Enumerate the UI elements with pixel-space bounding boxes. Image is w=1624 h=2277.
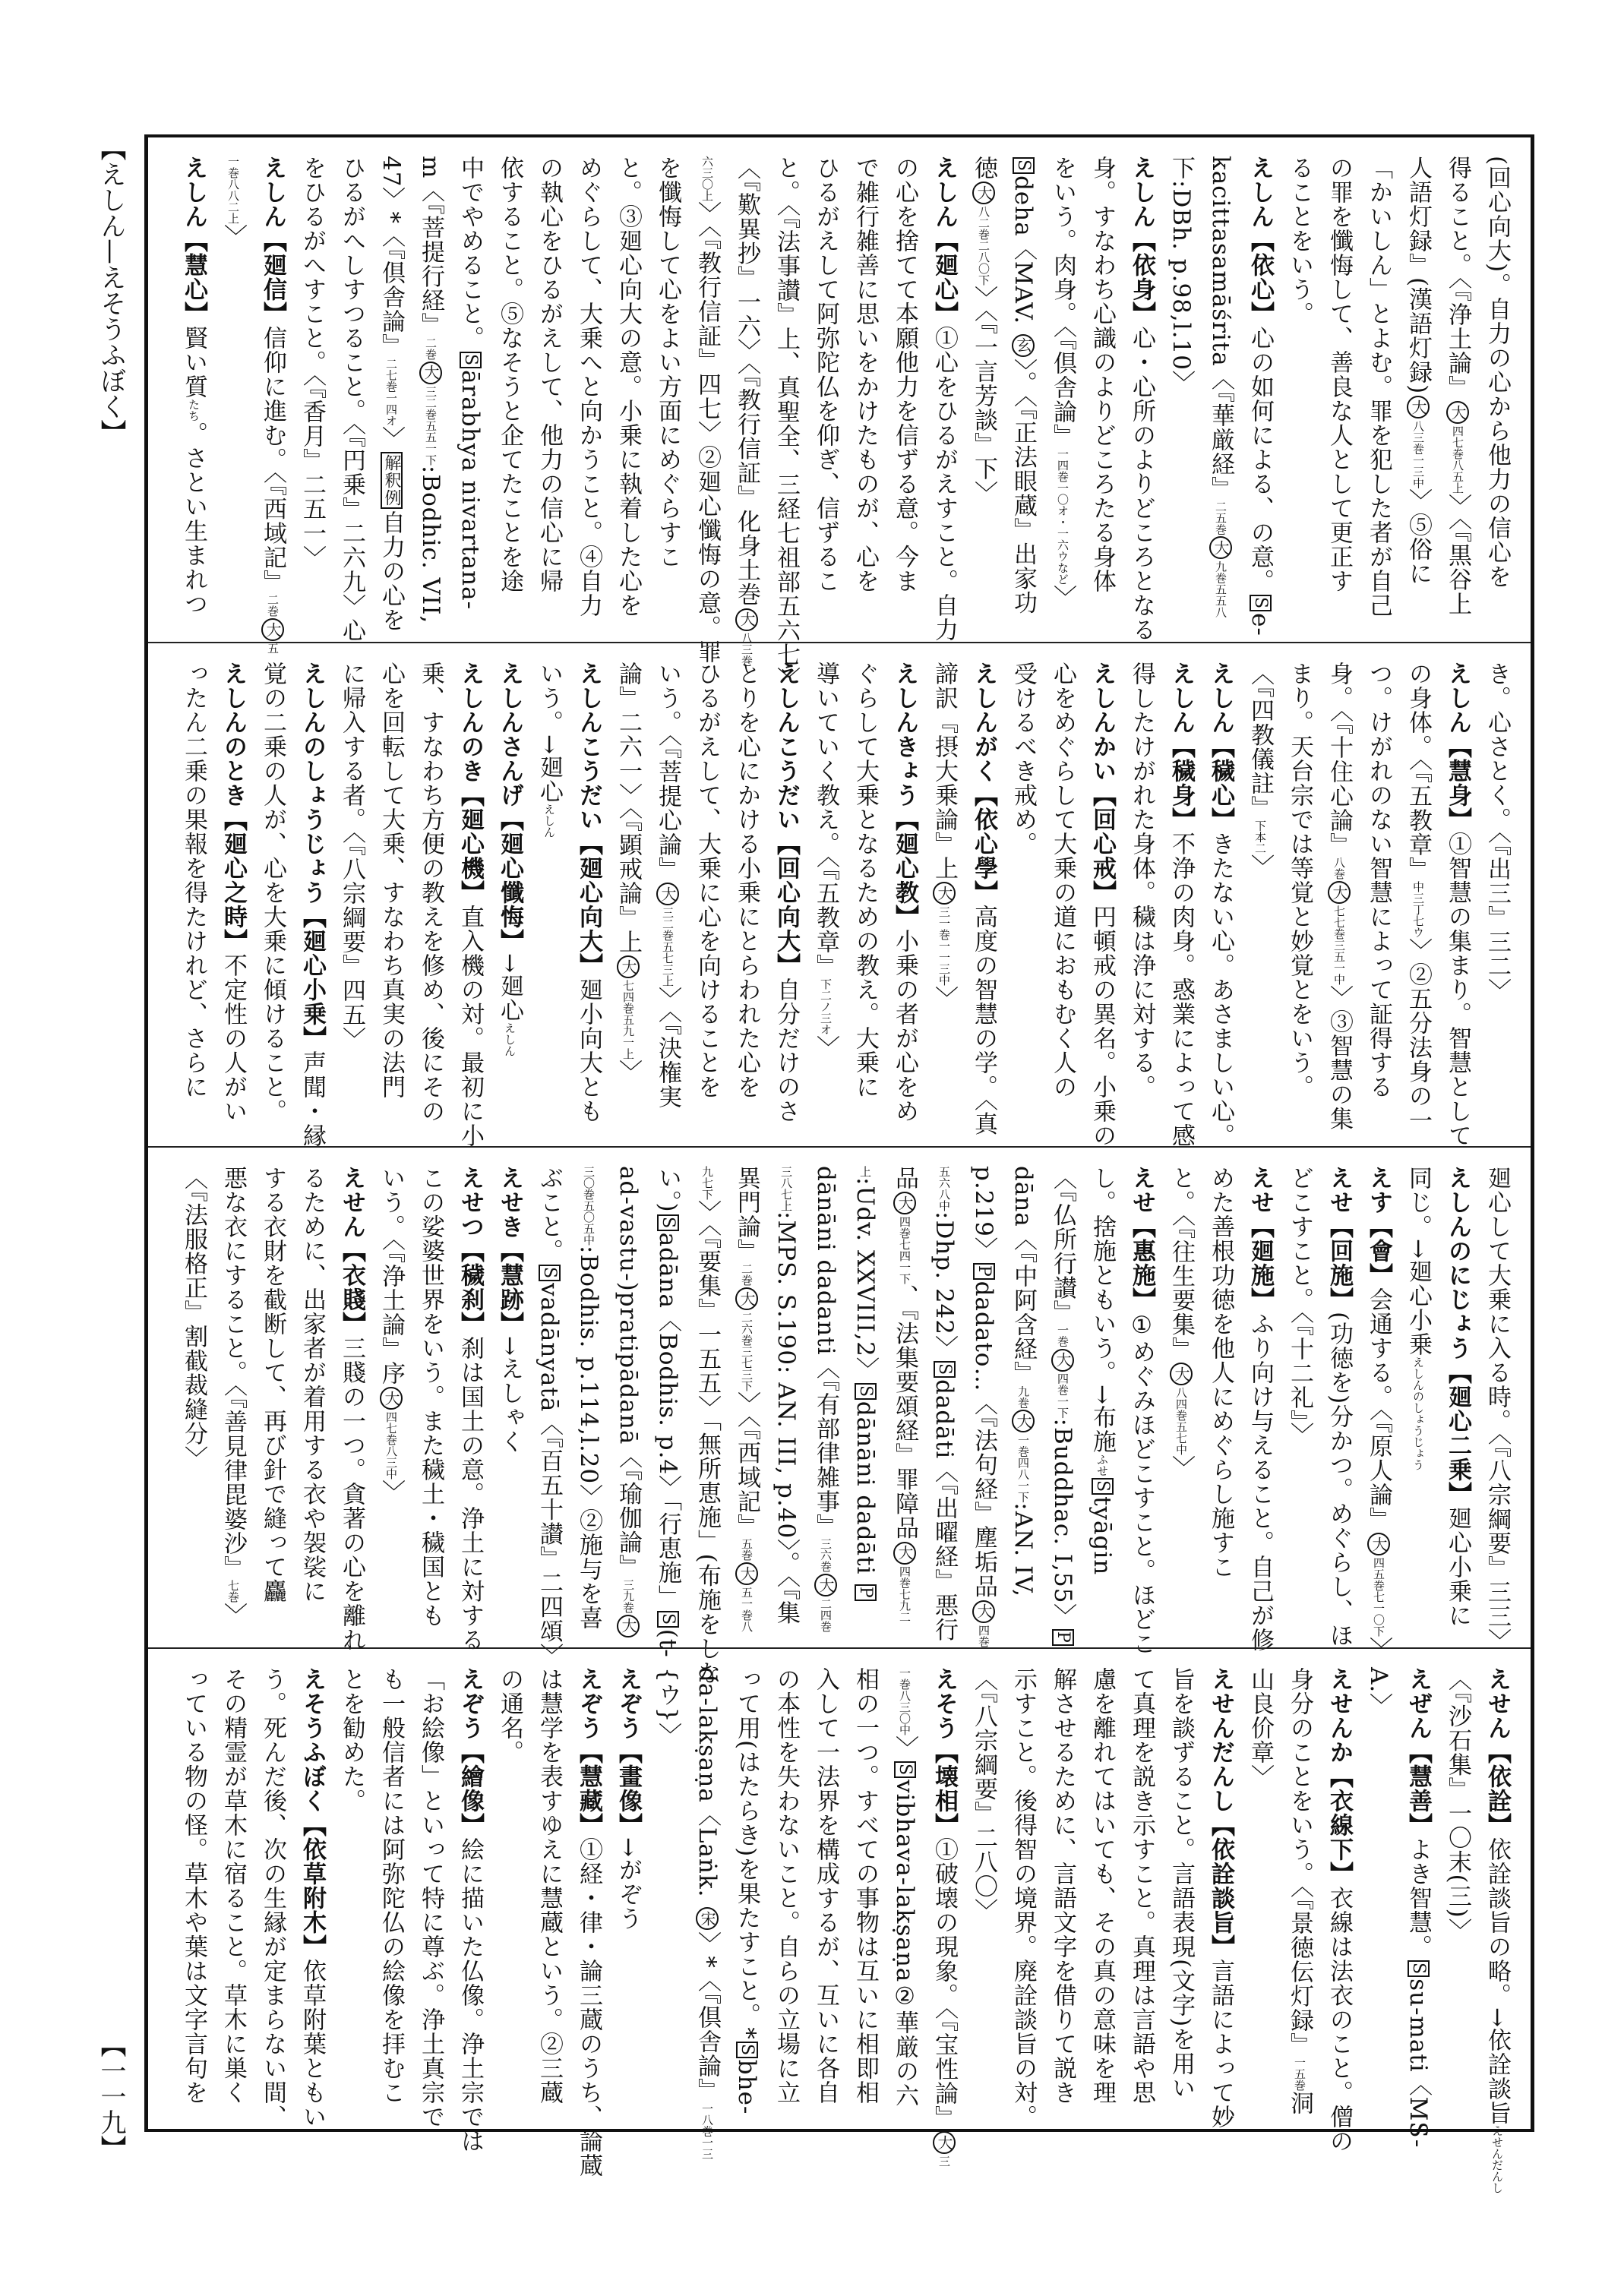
reference-note: 四五巻七一〇下 bbox=[1372, 1557, 1385, 1637]
reference-note: 三一巻一一三中 bbox=[937, 906, 951, 986]
text-column: の執心をひるがえして、他力の信心に帰 bbox=[536, 156, 563, 593]
text-column: 乗、すなわち方便の教えを修め、後にその bbox=[417, 662, 444, 1123]
text-column: 慮を離れてはいても、その真の意味を理 bbox=[1088, 1667, 1116, 2105]
text-column: の通名。 bbox=[496, 1667, 523, 1764]
text-column: えしんがく【依心學】高度の智慧の学。〈真 bbox=[970, 662, 997, 1136]
text-column: めた善根功徳を他人にめぐらし施すこ bbox=[1207, 1166, 1234, 1579]
text-column: えぞう【慧藏】①経・律・論三蔵のうち、論蔵 bbox=[575, 1667, 602, 2178]
reference-note: 四巻七四一下 bbox=[898, 1216, 912, 1284]
text-tier-1 bbox=[148, 137, 1531, 691]
text-column: えしんきょう【廻心教】小乗の者が心をめ bbox=[891, 662, 918, 1123]
headword: えしんかい【回心戒】 bbox=[1088, 662, 1116, 905]
reference-note: 七四巻五九一上 bbox=[621, 980, 635, 1060]
text-column: 得ること。〈『浄土論』大四七巻八五上〉〈『黒谷上 bbox=[1444, 156, 1471, 616]
circled-mark-icon: 大 bbox=[1446, 401, 1469, 424]
text-column: 異門論』二巻大二六巻三七三下〉〈『西域記』五巻大五一巻八 bbox=[733, 1166, 760, 1632]
headword: えせんか【衣線下】 bbox=[1325, 1667, 1353, 1886]
circled-mark-icon: 大 bbox=[261, 618, 284, 641]
text-column: えせんか【衣線下】衣線は法衣のこと。僧の bbox=[1325, 1667, 1353, 2153]
reference-note: 四巻 bbox=[977, 1624, 991, 1647]
text-column: {ウ}〉 bbox=[654, 1667, 681, 1748]
headword: えしんきょう【廻心教】 bbox=[891, 662, 918, 929]
text-column: 徳大八二巻二八〇下〉〈『一言芳談』下〉 bbox=[970, 156, 997, 505]
text-column: えしん【廻信】信仰に進む。〈『西域記』二巻大五 bbox=[259, 156, 286, 654]
circled-mark-icon: 大 bbox=[735, 1562, 758, 1585]
text-column: その精霊が草木に宿ること。草木に巣く bbox=[220, 1667, 247, 2105]
reference-note: 九七下 bbox=[700, 1166, 714, 1200]
text-column: えしんさんげ【廻心懺悔】→廻心えしん bbox=[496, 662, 523, 1056]
headword: えぞう【畫像】 bbox=[615, 1667, 642, 1837]
headword: えぞう【繪像】 bbox=[457, 1667, 484, 1837]
text-column: き。心さとく。〈『出三』三二〉 bbox=[1483, 662, 1511, 1003]
headword: えそうふぼく【依草附木】 bbox=[299, 1667, 326, 1959]
reference-note: 下本二 bbox=[1253, 820, 1267, 854]
circled-mark-icon: 大 bbox=[893, 1542, 916, 1565]
dictionary-page-body bbox=[144, 134, 1534, 2193]
text-column: いう。〈『菩提心論』大三二巻五七三上〉〈『決権実 bbox=[654, 662, 681, 1109]
reference-note: 一八巻一三 bbox=[700, 2102, 714, 2160]
text-column: えしんかい【回心戒】円頓戒の異名。小乗の bbox=[1088, 662, 1116, 1148]
text-column: 〈『沙石集』一〇末(三)〉 bbox=[1444, 1667, 1471, 1943]
reference-note: 九巻五五八 bbox=[1214, 561, 1227, 618]
reference-note: 四七巻八五上 bbox=[1451, 425, 1464, 494]
text-column: えぜん【慧善】よき智慧。Ssu-mati〈MS- bbox=[1404, 1667, 1432, 2149]
headword: えしんのにじょう【廻心二乗】 bbox=[1444, 1166, 1471, 1506]
headword: えせんだんし【依詮談旨】 bbox=[1207, 1667, 1234, 1959]
circled-mark-icon: 大 bbox=[893, 1192, 916, 1214]
text-column: えせん【衣賤】三賤の一つ。貪著の心を離れ bbox=[338, 1166, 365, 1652]
reference-note: 二四巻 bbox=[819, 1598, 833, 1632]
headword: えしん【廻心】 bbox=[930, 156, 958, 326]
text-column: えしん【依心】心の如何による、の意。Se- bbox=[1246, 156, 1274, 636]
boxed-label-icon: S bbox=[539, 1265, 561, 1281]
text-column: ったん二乗の果報を得たけれど、さらに bbox=[180, 662, 207, 1099]
text-column: て真理を説き示すこと。真理は言語や思 bbox=[1128, 1667, 1155, 2105]
headword: えしんこうだい【回心向大】 bbox=[773, 662, 800, 977]
text-column: えせんだんし【依詮談旨】言語によって妙 bbox=[1207, 1667, 1234, 2129]
headword: えせ【回施】 bbox=[1325, 1166, 1353, 1312]
headword: えせん【衣賤】 bbox=[338, 1166, 365, 1336]
reference-note: 三 bbox=[937, 2155, 951, 2167]
reference-note: 二巻 bbox=[740, 1263, 754, 1286]
text-column: (回心向大)。自力の心から他力の信心を bbox=[1483, 156, 1511, 589]
reference-note: 三九巻 bbox=[621, 1578, 635, 1613]
headword: えせん【依詮】 bbox=[1483, 1667, 1511, 1837]
text-column: えす【會】会通する。〈『原人論』大四五巻七一〇下〉 bbox=[1365, 1166, 1392, 1661]
circled-mark-icon: 大 bbox=[1209, 536, 1232, 559]
text-column: えせ【廻施】ふり向け与えること。自己が修 bbox=[1246, 1166, 1274, 1652]
boxed-label-icon: P bbox=[855, 1584, 877, 1601]
circled-mark-icon: 大 bbox=[617, 1615, 640, 1637]
circled-mark-icon: 玄 bbox=[1012, 334, 1035, 357]
reference-note: 九巻 bbox=[1016, 1385, 1030, 1409]
text-column: 悪な衣にすること。〈『善見律毘婆沙』七巻〉 bbox=[220, 1166, 247, 1627]
text-column: 身。すなわち心識のよりどころたる身体 bbox=[1088, 156, 1116, 593]
reference-note: 二巻 bbox=[266, 594, 280, 617]
text-column: っている物の怪。草木や葉は文字言句を bbox=[180, 1667, 207, 2105]
text-column: えしん【穢心】きたない心。あさましい心。 bbox=[1207, 662, 1234, 1148]
headword: えしん【慧身】 bbox=[1444, 662, 1471, 832]
text-column: 品大四巻七四一下、『法集要頌経』罪障品大四巻七九二 bbox=[891, 1166, 918, 1623]
reference-note: 四七巻八三中 bbox=[384, 1411, 398, 1480]
text-column: と。〈『往生要集』大八四巻五七中〉 bbox=[1167, 1166, 1195, 1480]
text-column: 依すること。⑤なそうと企てたことを途 bbox=[496, 156, 523, 593]
text-column: 三〇巻五〇五中:Bodhis. p.114,l.20〉②施与を喜 bbox=[575, 1166, 602, 1631]
boxed-label-icon: S bbox=[855, 1383, 877, 1400]
text-column: 廻心して大乗に入る時。〈『八宗綱要』三三〉 bbox=[1483, 1166, 1511, 1653]
reference-note: えせんだんし bbox=[1490, 2124, 1504, 2193]
reference-note: 一巻八八二上 bbox=[226, 156, 240, 224]
reference-note: 二七巻一四オ bbox=[384, 358, 398, 427]
text-column: いう。〈『浄土論』序大四七巻八三中〉 bbox=[378, 1166, 405, 1504]
text-column: えそうふぼく【依草附木】依草附葉ともい bbox=[299, 1667, 326, 2129]
text-column: 「お絵像」といって特に尊ぶ。浄土真宗で bbox=[417, 1667, 444, 2129]
text-column: ぶこと。Svadānyatā〈『百五十讃』二四頌〉 bbox=[536, 1166, 563, 1668]
reference-note: 八二巻二八〇下 bbox=[977, 206, 991, 286]
reference-note: 一巻 bbox=[1056, 1324, 1070, 1347]
reference-note: 一巻四八一下 bbox=[1016, 1434, 1030, 1503]
text-column: 〈『八宗綱要』二八〇〉 bbox=[970, 1667, 997, 1923]
text-column: 下:DBh. p.98,l.10〉 bbox=[1167, 156, 1195, 395]
text-column: 〈『法服格正』割截裁縫分〉 bbox=[180, 1166, 207, 1470]
circled-mark-icon: 大 bbox=[656, 883, 679, 905]
text-column: えそう【壊相】①破壊の現象。〈『宝性論』大三 bbox=[930, 1667, 958, 2167]
reference-note: 下二ノ三オ bbox=[819, 978, 833, 1035]
text-tier-4 bbox=[148, 1647, 1531, 2193]
text-column: 五六八中:Dhp. 242〉Sdadāti〈『出曜経』悪行 bbox=[930, 1166, 958, 1642]
text-column: まり。天台宗では等覚と妙覚とをいう。 bbox=[1286, 662, 1313, 1099]
headword: えしん【慧心】 bbox=[180, 156, 207, 326]
boxed-label-icon: P bbox=[1052, 1629, 1074, 1646]
text-column: の罪を懺悔して、善良な人として更正す bbox=[1325, 156, 1353, 593]
text-column: えせ【回施】(功徳を)分かつ。めぐらし、ほ bbox=[1325, 1166, 1353, 1648]
reference-note: 八巻 bbox=[1332, 857, 1346, 880]
reference-note: えしんのしょうじょう bbox=[1411, 1356, 1425, 1470]
boxed-label-icon: S bbox=[1092, 1478, 1114, 1495]
text-column: A.〉 bbox=[1365, 1667, 1392, 1718]
text-column: えしんのとき【廻心之時】不定性の人がい bbox=[220, 662, 247, 1123]
headword: えせ【廻施】 bbox=[1246, 1166, 1274, 1312]
circled-mark-icon: 大 bbox=[972, 1600, 995, 1623]
text-column: も一般信者には阿弥陀仏の絵像を拝むこ bbox=[378, 1667, 405, 2105]
text-column: えせん【依詮】依詮談旨の略。→依詮談旨えせんだんし bbox=[1483, 1667, 1511, 2193]
reference-note: 二巻 bbox=[424, 336, 438, 360]
text-column: の身体。〈『五教章』中三丁七ウ〉②五分法身の一 bbox=[1404, 662, 1432, 1132]
text-column: ad-vastu-)pratipādanā〈『瑜伽論』三九巻大 bbox=[608, 1166, 648, 1644]
text-column: p.219〉Pdadato…〈『法句経』塵垢品大四巻 bbox=[970, 1166, 997, 1647]
boxed-label-icon: S bbox=[1408, 1960, 1430, 1977]
circled-mark-icon: 大 bbox=[735, 608, 758, 631]
headword: えせき【慧跡】 bbox=[496, 1166, 523, 1336]
reference-note: 四巻七九二 bbox=[898, 1565, 912, 1623]
reference-note: 三六巻 bbox=[819, 1538, 833, 1572]
text-column: ぐらして大乗となるための教え。大乗に bbox=[851, 662, 879, 1099]
boxed-label-icon: S bbox=[1013, 157, 1035, 174]
text-column: えしんこうだい【回心向大】自分だけのさ bbox=[773, 662, 800, 1123]
boxed-label-icon: S bbox=[1250, 595, 1272, 611]
headword: えしん【穢身】 bbox=[1167, 662, 1195, 832]
text-column: 論』二六一〉〈『顕戒論』上大七四巻五九一上〉 bbox=[615, 662, 642, 1084]
text-column: は慧学を表すゆえに慧蔵という。②三蔵 bbox=[536, 1667, 563, 2105]
text-column: の心を捨てて本願他力を信ずる意。今ま bbox=[891, 156, 918, 593]
text-column: って用(はたらき)を果たすこと。*Sbhe- bbox=[733, 1667, 760, 2115]
text-column: 相の一つ。すべての事物は互いに相即相 bbox=[851, 1667, 879, 2105]
text-column: 「かいしん」とよむ。罪を犯した者が自己 bbox=[1365, 156, 1392, 617]
reference-note: 八三巻一三中 bbox=[1411, 420, 1425, 489]
text-tier-2 bbox=[148, 642, 1531, 1146]
reference-note: たち bbox=[187, 399, 201, 422]
text-column: dāna〈『中阿含経』九巻大一巻四八一下:AN. IV, bbox=[1009, 1166, 1037, 1598]
text-column: えせ【惠施】①めぐみほどこすこと。ほどこ bbox=[1128, 1166, 1155, 1656]
text-column: ひるがへしすつること。〈『円乗』二六九〉心 bbox=[338, 156, 365, 643]
text-column: 入して一法界を構成するが、互いに各自 bbox=[812, 1667, 839, 2105]
headword: えしんがく【依心學】 bbox=[970, 662, 997, 905]
text-column: えしん【慧心】賢い質たち。さとい生まれつ bbox=[180, 156, 207, 616]
boxed-label-icon: 解釈例 bbox=[381, 452, 403, 509]
reference-note: 三〇巻五〇五中 bbox=[582, 1166, 596, 1246]
text-column: 覚の二乗の人が、心を大乗に傾けること。 bbox=[259, 662, 286, 1123]
text-column: 山良价章〉 bbox=[1246, 1667, 1274, 1789]
text-column: 導いていく教え。〈『五教章』下二ノ三オ〉 bbox=[812, 662, 839, 1060]
boxed-label-icon: S bbox=[934, 1361, 956, 1378]
text-column: 得したけがれた身体。穢は浄に対する。 bbox=[1128, 662, 1155, 1099]
reference-note: 五一巻八 bbox=[740, 1587, 754, 1632]
text-column: し。捨施ともいう。→布施ふせStyāgin bbox=[1088, 1166, 1116, 1576]
reference-note: 一四巻一〇オ・一六ウなど bbox=[1056, 448, 1070, 585]
text-column: で雑行雑善に思いをかけたものが、心を bbox=[851, 156, 879, 593]
text-column: えしん【穢身】不浄の肉身。惑業によって感 bbox=[1167, 662, 1195, 1148]
headword: えしん【依心】 bbox=[1246, 156, 1274, 326]
headword: えしんこうだい【廻心向大】 bbox=[575, 662, 602, 977]
text-column: えせつ【穢刹】刹は国土の意。浄土に対する bbox=[457, 1166, 484, 1652]
boxed-label-icon: S bbox=[736, 2042, 758, 2058]
reference-note: えしん bbox=[542, 803, 556, 838]
text-column: えしんのしょうじょう【廻心小乗】声聞・縁 bbox=[299, 662, 326, 1148]
reference-note: 五巻 bbox=[740, 1538, 754, 1561]
text-column: 身。〈『十住心論』八巻大七七巻三五一中〉③智慧の集 bbox=[1325, 662, 1353, 1131]
text-column: えぞう【畫像】→がぞう bbox=[615, 1667, 642, 1931]
text-column: めぐらして、大乗へと向かうこと。④自力 bbox=[575, 156, 602, 617]
text-column: dānāni dadanti〈『有部律雑事』三六巻大二四巻 bbox=[812, 1166, 839, 1632]
text-column: いう。→廻心えしん bbox=[536, 662, 563, 838]
circled-mark-icon: 大 bbox=[1328, 881, 1351, 904]
page-number: 【一一九】 bbox=[96, 2032, 126, 2161]
headword: えす【會】 bbox=[1365, 1166, 1392, 1287]
text-column: 九七下〉〈『要集』一五五〉「無所恵施」(布施をしな bbox=[694, 1166, 721, 1685]
text-column: da-lakṣaṇa〈Laṅk. 宋〉*〈『倶舎論』一八巻一三 bbox=[694, 1667, 721, 2160]
text-column: 心を回転して大乗、すなわち真実の法門 bbox=[378, 662, 405, 1099]
headword: えせ【惠施】 bbox=[1128, 1166, 1155, 1312]
circled-mark-icon: 大 bbox=[1051, 1349, 1074, 1372]
text-column: るために、出家者が着用する衣や袈裟に bbox=[299, 1166, 326, 1603]
text-column: つ。けがれのない智慧によって証得する bbox=[1365, 662, 1392, 1099]
text-column: えしん【廻心】①心をひるがえすこと。自力 bbox=[930, 156, 958, 642]
boxed-label-icon: S bbox=[460, 352, 482, 368]
text-column: 身分のことをいう。〈『景徳伝灯録』一五巻洞 bbox=[1286, 1667, 1313, 2115]
boxed-label-icon: P bbox=[973, 1263, 995, 1280]
reference-note: 七七巻三五一中 bbox=[1332, 905, 1346, 985]
text-column: ることをいう。 bbox=[1286, 156, 1313, 326]
headword: えしんのとき【廻心之時】 bbox=[220, 662, 247, 953]
circled-mark-icon: 大 bbox=[419, 362, 442, 384]
text-column: ひるがえして、大乗に心を向けることを bbox=[694, 662, 721, 1099]
text-column: えしん【依身】心・心所のよりどころとなる bbox=[1128, 156, 1155, 642]
text-column: 人語灯録』(漢語灯録)大八三巻一三中〉⑤俗に bbox=[1404, 156, 1432, 586]
circled-mark-icon: 大 bbox=[1407, 396, 1430, 418]
headword: えぞう【慧藏】 bbox=[575, 1667, 602, 1837]
text-column: 示すこと。後得智の境界。廃詮談旨の対。 bbox=[1009, 1667, 1037, 2129]
circled-mark-icon: 大 bbox=[972, 182, 995, 204]
reference-note: 四巻一下 bbox=[1056, 1372, 1070, 1419]
circled-mark-icon: 大 bbox=[814, 1574, 837, 1596]
text-column: ひるがえして阿弥陀仏を仰ぎ、信ずるこ bbox=[812, 156, 839, 593]
reference-note: 三二巻五七三上 bbox=[661, 907, 675, 987]
text-tier-3 bbox=[148, 1146, 1531, 1685]
text-column: どこすこと。〈『十二礼』〉 bbox=[1286, 1166, 1313, 1447]
text-column: 六三〇上〉〈『教行信証』四七〉②廻心懺悔の意。罪 bbox=[694, 156, 721, 664]
text-column: う。死んだ後、次の生縁が定まらない間、 bbox=[259, 1667, 286, 2129]
text-column: 諦訳『摂大乗論』上大三一巻一一三中〉 bbox=[930, 662, 958, 1010]
text-column: をいう。肉身。〈『倶舎論』一四巻一〇オ・一六ウなど〉 bbox=[1049, 156, 1076, 609]
reference-note: 五六八中 bbox=[937, 1166, 951, 1211]
reference-note: 二六巻三七三下 bbox=[740, 1312, 754, 1391]
text-column: 心をめぐらして大乗の道におもむく人の bbox=[1049, 662, 1076, 1099]
text-column: えしんこうだい【廻心向大】廻小向大とも bbox=[575, 662, 602, 1123]
headword: えしん【依身】 bbox=[1128, 156, 1155, 326]
text-column: えしん【慧身】①智慧の集まり。智慧として bbox=[1444, 662, 1471, 1148]
circled-mark-icon: 大 bbox=[380, 1387, 403, 1410]
circled-mark-icon: 大 bbox=[1170, 1363, 1193, 1385]
circled-mark-icon: 大 bbox=[1367, 1533, 1390, 1555]
headword: えしんのき【廻心機】 bbox=[457, 662, 484, 905]
text-column: と。〈『法事讃』上、真聖全、三経七祖部五六七〉 bbox=[773, 156, 800, 691]
text-column: 〈『仏所行讃』一巻大四巻一下:Buddhac. I,55〉P bbox=[1043, 1166, 1082, 1644]
reference-note: 三八七上 bbox=[779, 1166, 793, 1211]
headword: えしんのしょうじょう【廻心小乗】 bbox=[299, 662, 326, 1050]
text-column: をひるがへすこと。〈『香月』二五一〉 bbox=[299, 156, 326, 570]
reference-note: 六三〇上 bbox=[700, 156, 714, 201]
reference-note: えしん bbox=[503, 1022, 517, 1056]
text-column: する衣財を截断して、再び針で縫って麤 bbox=[259, 1166, 286, 1603]
circled-mark-icon: 大 bbox=[735, 1287, 758, 1310]
text-column: えしんのにじょう【廻心二乗】廻心小乗に bbox=[1444, 1166, 1471, 1628]
headword: えしん【穢心】 bbox=[1207, 662, 1234, 832]
text-column: に帰入する者。〈『八宗綱要』四五〉 bbox=[338, 662, 365, 1051]
text-column: 〈『四教儀註』下本二〉 bbox=[1246, 662, 1274, 879]
reference-note: 上 bbox=[858, 1166, 872, 1177]
headword: えせつ【穢刹】 bbox=[457, 1166, 484, 1336]
text-column: 一巻八八二上〉 bbox=[220, 156, 247, 248]
headword: えぜん【慧善】 bbox=[1404, 1667, 1432, 1837]
boxed-label-icon: S bbox=[657, 1214, 679, 1231]
text-column: 上:Udv. XXVIII,2〉Sdānāni dadāti P bbox=[845, 1166, 885, 1644]
reference-note: 一五巻 bbox=[1293, 2057, 1306, 2091]
text-column: 中でやめること。Sārabhya nivartana- bbox=[457, 156, 484, 611]
circled-mark-icon: 宋 bbox=[696, 1907, 719, 1930]
text-column: 47〉*〈『倶舎論』二七巻一四オ〉解釈例自力の心を bbox=[378, 156, 405, 633]
boxed-label-icon: S bbox=[657, 1611, 679, 1628]
reference-note: 中三丁七ウ bbox=[1411, 881, 1425, 938]
text-column: とを勧めた。 bbox=[338, 1667, 365, 1813]
reference-note: 七巻 bbox=[226, 1580, 240, 1603]
text-column: この娑婆世界をいう。また穢土・穢国とも bbox=[417, 1166, 444, 1628]
reference-note: 八四巻五七中 bbox=[1174, 1387, 1188, 1455]
boxed-label-icon: S bbox=[894, 1761, 916, 1778]
text-column: えぞう【繪像】絵に描いた仏像。浄土宗では bbox=[457, 1667, 484, 2153]
reference-note: 三二巻五五一下 bbox=[424, 385, 438, 466]
text-column: えせき【慧跡】→えしゃく bbox=[496, 1166, 523, 1454]
text-column: と。③廻心向大の意。小乗に執着した心を bbox=[615, 156, 642, 617]
text-column: 解させるために、言語文字を借りて説き bbox=[1049, 1667, 1076, 2105]
text-column: 同じ。→廻心小乗えしんのしょうじょう bbox=[1404, 1166, 1432, 1470]
headword: えそう【壊相】 bbox=[930, 1667, 958, 1837]
text-column: い。)Sadāna〈Bodhis. p.4〉「行恵施」S(t- bbox=[654, 1166, 681, 1658]
text-column: 〈『歎異抄』一六〉〈『教行信証』化身土巻大八三巻 bbox=[733, 156, 760, 667]
headword: えしんさんげ【廻心懺悔】 bbox=[496, 662, 523, 953]
text-column: の本性を失わないこと。自らの立場に立 bbox=[773, 1667, 800, 2105]
reference-note: 八三巻 bbox=[740, 632, 754, 667]
circled-mark-icon: 大 bbox=[933, 2131, 956, 2154]
text-column: とりを心にかける小乗にとらわれた心を bbox=[733, 662, 760, 1099]
text-column: 三八七上:MPS. S.190: AN. III, p.40〉。〈『集 bbox=[773, 1166, 800, 1625]
text-column: Sdeha〈MAV. 玄〉。〈『正法眼蔵』出家功 bbox=[1003, 156, 1043, 634]
circled-mark-icon: 大 bbox=[933, 882, 956, 905]
text-column: 一巻八三〇中〉Svibhava-lakṣaṇa②華厳の六 bbox=[891, 1667, 918, 2108]
text-column: m〈『菩提行経』二巻大三二巻五五一下:Bodhic. VII, bbox=[417, 156, 444, 624]
text-column: 旨を談ずること。言語表現(文字)を用い bbox=[1167, 1667, 1195, 2101]
reference-note: 一巻八三〇中 bbox=[898, 1667, 912, 1735]
text-column: kacittasamāśrita〈『華厳経』二五巻大九巻五五八 bbox=[1207, 156, 1234, 618]
running-head: 【えしん—えそうふぼく】 bbox=[96, 135, 126, 445]
circled-mark-icon: 大 bbox=[1012, 1410, 1035, 1432]
reference-note: 二五巻 bbox=[1214, 501, 1227, 535]
headword: えしん【廻信】 bbox=[259, 156, 286, 326]
text-column: 受けるべき戒め。 bbox=[1009, 662, 1037, 856]
reference-note: ふせ bbox=[1095, 1453, 1109, 1476]
reference-note: 五 bbox=[266, 643, 280, 654]
text-column: えしんのき【廻心機】直入機の対。最初に小 bbox=[457, 662, 484, 1148]
circled-mark-icon: 大 bbox=[617, 955, 640, 978]
text-column: を懺悔して心をよい方面にめぐらすこ bbox=[654, 156, 681, 569]
